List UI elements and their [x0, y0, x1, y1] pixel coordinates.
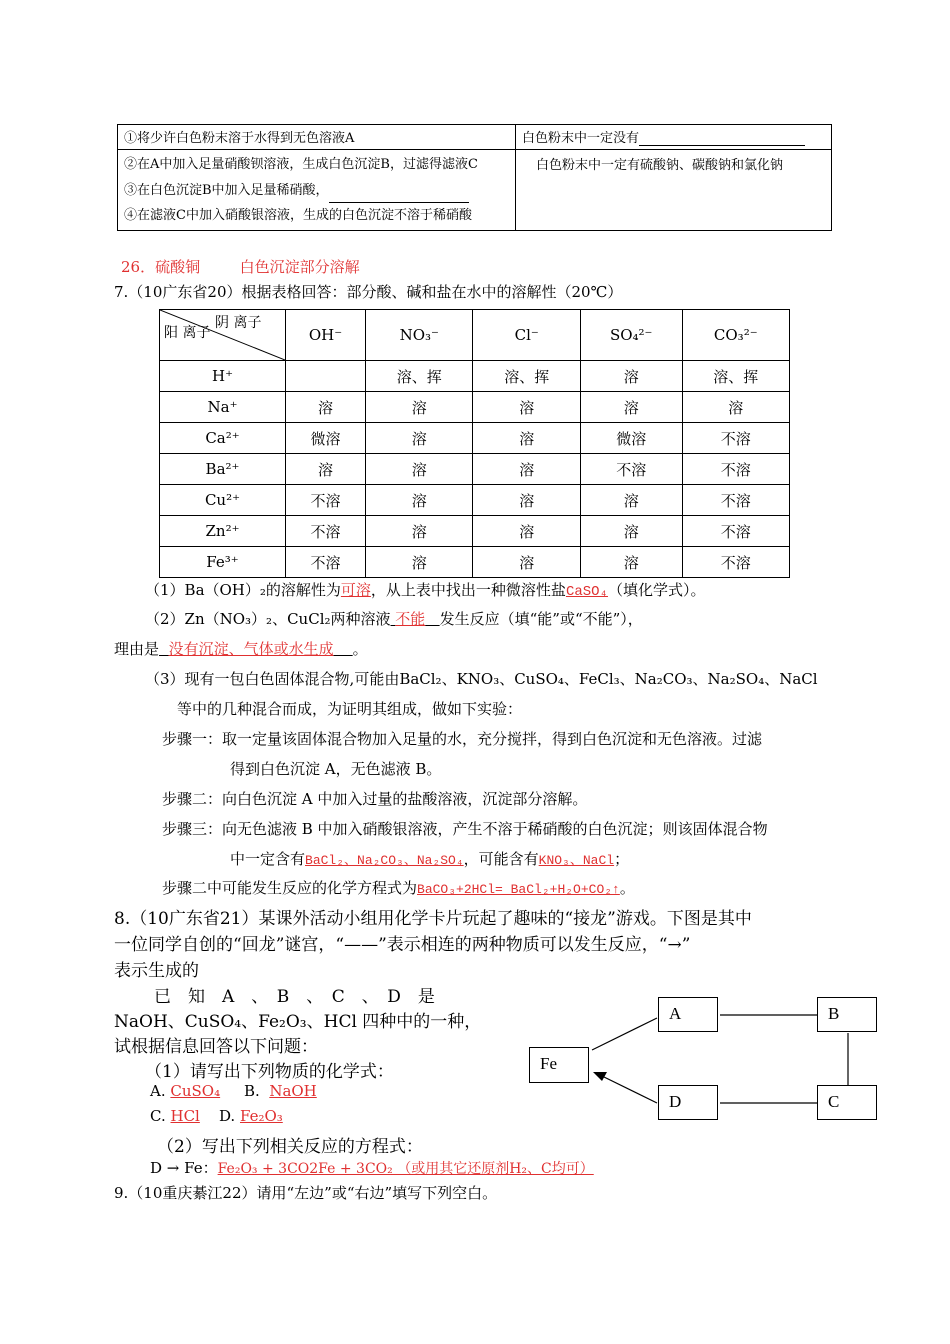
- box-fe: Fe: [529, 1047, 589, 1083]
- col-oh: OH⁻: [286, 310, 366, 361]
- row-ion: Ba²⁺: [160, 454, 286, 485]
- q8-line3: 表示生成的: [114, 961, 199, 981]
- q8-ans-ab: A. CuSO₄ B. NaOH: [150, 1082, 317, 1100]
- col-cl: Cl⁻: [473, 310, 580, 361]
- q7-part1: （1）Ba（OH）₂的溶解性为可溶，从上表中找出一种微溶性盐CaSO₄（填化学式）。: [145, 581, 706, 600]
- conclusion-2: 白色粉末中一定有硫酸钠、碳酸钠和氯化钠: [516, 150, 832, 231]
- table-cell: 溶: [580, 485, 682, 516]
- table-cell: 溶: [473, 423, 580, 454]
- answer-26-text: 白色沉淀部分溶解: [239, 258, 360, 276]
- experiment-table: [117, 124, 832, 231]
- arrow-head: [593, 1072, 607, 1081]
- row-ion: H⁺: [160, 361, 286, 392]
- table-cell: 溶: [366, 454, 473, 485]
- step1-a: 步骤一：取一定量该固体混合物加入足量的水，充分搅拌，得到白色沉淀和无色溶液。过滤: [162, 730, 763, 748]
- col-no3: NO₃⁻: [366, 310, 473, 361]
- table-row: [160, 361, 790, 392]
- table-row: [160, 547, 790, 578]
- box-c: C: [817, 1085, 877, 1120]
- q8-known2: NaOH、CuSO₄、Fe₂O₃、HCl 四种中的一种，: [114, 1012, 482, 1032]
- table-cell: 溶: [473, 454, 580, 485]
- q7-part3-l1: （3）现有一包白色固体混合物,可能由BaCl₂、KNO₃、CuSO₄、FeCl₃、Na₂CO₃、Na₂SO₄、NaCl: [145, 670, 818, 688]
- table-cell: 不溶: [682, 547, 789, 578]
- table-cell: 溶: [366, 485, 473, 516]
- q8-sub2: （2）写出下列相关反应的方程式：: [157, 1137, 423, 1157]
- eq-line: 步骤二中可能发生反应的化学方程式为BaCO₃+2HCl= BaCl₂+H₂O+CO₂↑。: [162, 879, 635, 897]
- step3-b: 中一定含有BaCl₂、Na₂CO₃、Na₂SO₄，可能含有KNO₃、NaCl；: [230, 850, 630, 868]
- table-cell: 溶、挥: [366, 361, 473, 392]
- table-cell: 不溶: [682, 516, 789, 547]
- table-cell: 溶: [366, 547, 473, 578]
- table-cell: 溶: [473, 392, 580, 423]
- q7-reason: 理由是 没有沉淀、气体或水生成 。: [114, 640, 368, 658]
- table-row: [160, 516, 790, 547]
- q8-known1: 已 知 A 、 B 、 C 、 D 是: [154, 987, 435, 1007]
- q7-part2: （2）Zn（NO₃）₂、CuCl₂两种溶液 不能 发生反应（填“能”或“不能”），: [145, 610, 643, 628]
- table-row: [160, 423, 790, 454]
- table-cell: 不溶: [286, 547, 366, 578]
- step2: 步骤二：向白色沉淀 A 中加入过量的盐酸溶液，沉淀部分溶解。: [162, 790, 588, 808]
- table-cell: 微溶: [580, 423, 682, 454]
- row-ion: Na⁺: [160, 392, 286, 423]
- step-1: ①将少许白色粉末溶于水得到无色溶液A: [118, 125, 516, 150]
- table-cell: 溶: [473, 547, 580, 578]
- q8-known3: 试根据信息回答以下问题：: [114, 1037, 318, 1057]
- q8-eq: D → Fe：Fe₂O₃ + 3CO2Fe + 3CO₂ （或用其它还原剂H₂、C均可）: [150, 1159, 594, 1177]
- table-cell: 溶: [473, 485, 580, 516]
- q8-sub1: （1）请写出下列物质的化学式：: [145, 1062, 394, 1082]
- table-cell: 溶: [286, 392, 366, 423]
- table-cell: 不溶: [286, 516, 366, 547]
- box-a: A: [658, 997, 718, 1032]
- table-cell: [286, 361, 366, 392]
- q8-ans-cd: C. HCl D. Fe₂O₃: [150, 1107, 283, 1125]
- table-cell: 不溶: [682, 423, 789, 454]
- table-cell: 溶: [286, 454, 366, 485]
- table-row: [160, 485, 790, 516]
- step3-a: 步骤三：向无色滤液 B 中加入硝酸银溶液，产生不溶于稀硝酸的白色沉淀；则该固体混合物: [162, 820, 768, 838]
- table-cell: 溶: [366, 392, 473, 423]
- table-cell: 溶: [682, 392, 789, 423]
- q7-title: 7.（10广东省20）根据表格回答：部分酸、碱和盐在水中的溶解性（20℃）: [114, 283, 623, 301]
- conclusion-1: 白色粉末中一定没有: [516, 125, 832, 150]
- table-cell: 溶: [366, 516, 473, 547]
- steps-2-4: ②在A中加入足量硝酸钡溶液，生成白色沉淀B，过滤得滤液C ③在白色沉淀B中加入足量稀硝酸， ④在滤液C中加入硝酸银溶液，生成的白色沉淀不溶于稀硝酸: [118, 150, 516, 231]
- table-cell: 溶、挥: [473, 361, 580, 392]
- q8-line2: 一位同学自创的“回龙”谜宫，“——”表示相连的两种物质可以发生反应，“→”: [114, 935, 691, 955]
- table-row: [160, 392, 790, 423]
- solubility-table: [159, 309, 790, 578]
- col-so4: SO₄²⁻: [580, 310, 682, 361]
- table-cell: 溶: [473, 516, 580, 547]
- q7-part3-l2: 等中的几种混合而成，为证明其组成，做如下实验：: [177, 700, 523, 718]
- box-d: D: [658, 1085, 718, 1120]
- table-cell: 溶: [580, 547, 682, 578]
- row-ion: Fe³⁺: [160, 547, 286, 578]
- q9: 9.（10重庆綦江22）请用“左边”或“右边”填写下列空白。: [114, 1184, 498, 1202]
- table-cell: 溶: [580, 361, 682, 392]
- table-cell: 溶、挥: [682, 361, 789, 392]
- table-cell: 微溶: [286, 423, 366, 454]
- table-cell: 溶: [580, 516, 682, 547]
- table-row: [160, 454, 790, 485]
- q8-line1: 8.（10广东省21）某课外活动小组用化学卡片玩起了趣味的“接龙”游戏。下图是其中: [114, 909, 752, 929]
- row-ion: Zn²⁺: [160, 516, 286, 547]
- table-cell: 溶: [580, 392, 682, 423]
- col-co3: CO₃²⁻: [682, 310, 789, 361]
- table-cell: 不溶: [580, 454, 682, 485]
- answer-26-num: 26．硫酸铜: [121, 258, 201, 276]
- row-ion: Cu²⁺: [160, 485, 286, 516]
- table-corner: 阴 离子 阳 离子: [160, 310, 286, 361]
- arrow-d-fe: [602, 1076, 657, 1103]
- box-b: B: [817, 997, 877, 1032]
- line-fe-a: [592, 1018, 657, 1050]
- table-cell: 不溶: [682, 454, 789, 485]
- table-cell: 不溶: [286, 485, 366, 516]
- step1-b: 得到白色沉淀 A，无色滤液 B。: [230, 760, 442, 778]
- table-cell: 不溶: [682, 485, 789, 516]
- table-cell: 溶: [366, 423, 473, 454]
- row-ion: Ca²⁺: [160, 423, 286, 454]
